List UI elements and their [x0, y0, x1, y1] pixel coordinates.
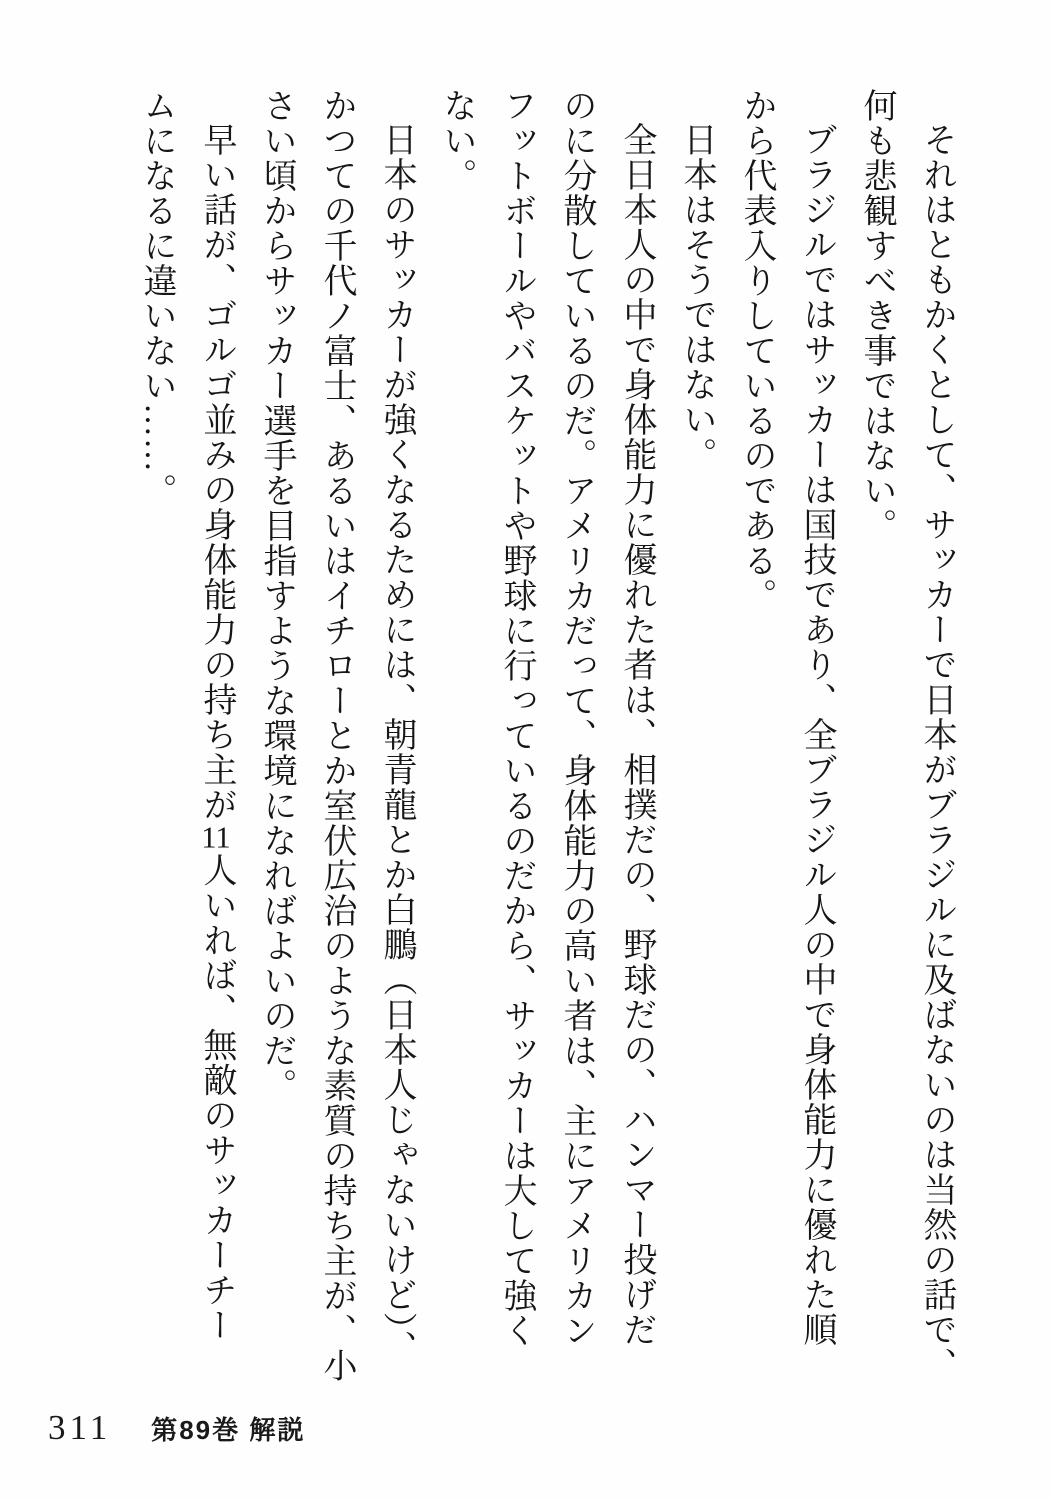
text-line: 全日本人の中で身体能力に優れた者は、相撲だの、野球だの、ハンマー投げだ	[618, 122, 655, 1347]
text-line: から代表入りしているのである。	[738, 88, 775, 613]
text-line: それはともかくとして、サッカーで日本がブラジルに及ばないのは当然の話で、	[918, 122, 955, 1382]
text-line: フットボールやバスケットや野球に行っているのだから、サッカーは大して強く	[498, 88, 535, 1348]
text-line: のに分散しているのだ。アメリカだって、身体能力の高い者は、主にアメリカン	[558, 88, 595, 1348]
text-line: ない。	[438, 88, 475, 193]
page-footer	[48, 1408, 305, 1448]
page-number: 311	[48, 1408, 112, 1447]
body-text	[124, 88, 966, 1393]
text-line: ブラジルではサッカーは国技であり、全ブラジル人の中で身体能力に優れた順	[798, 122, 835, 1347]
text-line: 何も悲観すべき事ではない。	[858, 88, 895, 543]
text-line: ムになるに違いない……。	[138, 88, 175, 508]
text-line: 日本のサッカーが強くなるためには、朝青龍とか白鵬（日本人じゃないけど）、	[378, 122, 415, 1365]
text-line: かつての千代ノ富士、あるいはイチローとか室伏広治のような素質の持ち主が、小	[318, 88, 355, 1383]
text-line: 早い話が、ゴルゴ並みの身体能力の持ち主が11人いれば、無敵のサッカーチー	[198, 122, 235, 1343]
text-line: 日本はそうではない。	[678, 122, 715, 472]
text-line: さい頃からサッカー選手を目指すような環境になればよいのだ。	[258, 88, 295, 1103]
running-head: 第89巻 解説	[151, 1415, 306, 1445]
